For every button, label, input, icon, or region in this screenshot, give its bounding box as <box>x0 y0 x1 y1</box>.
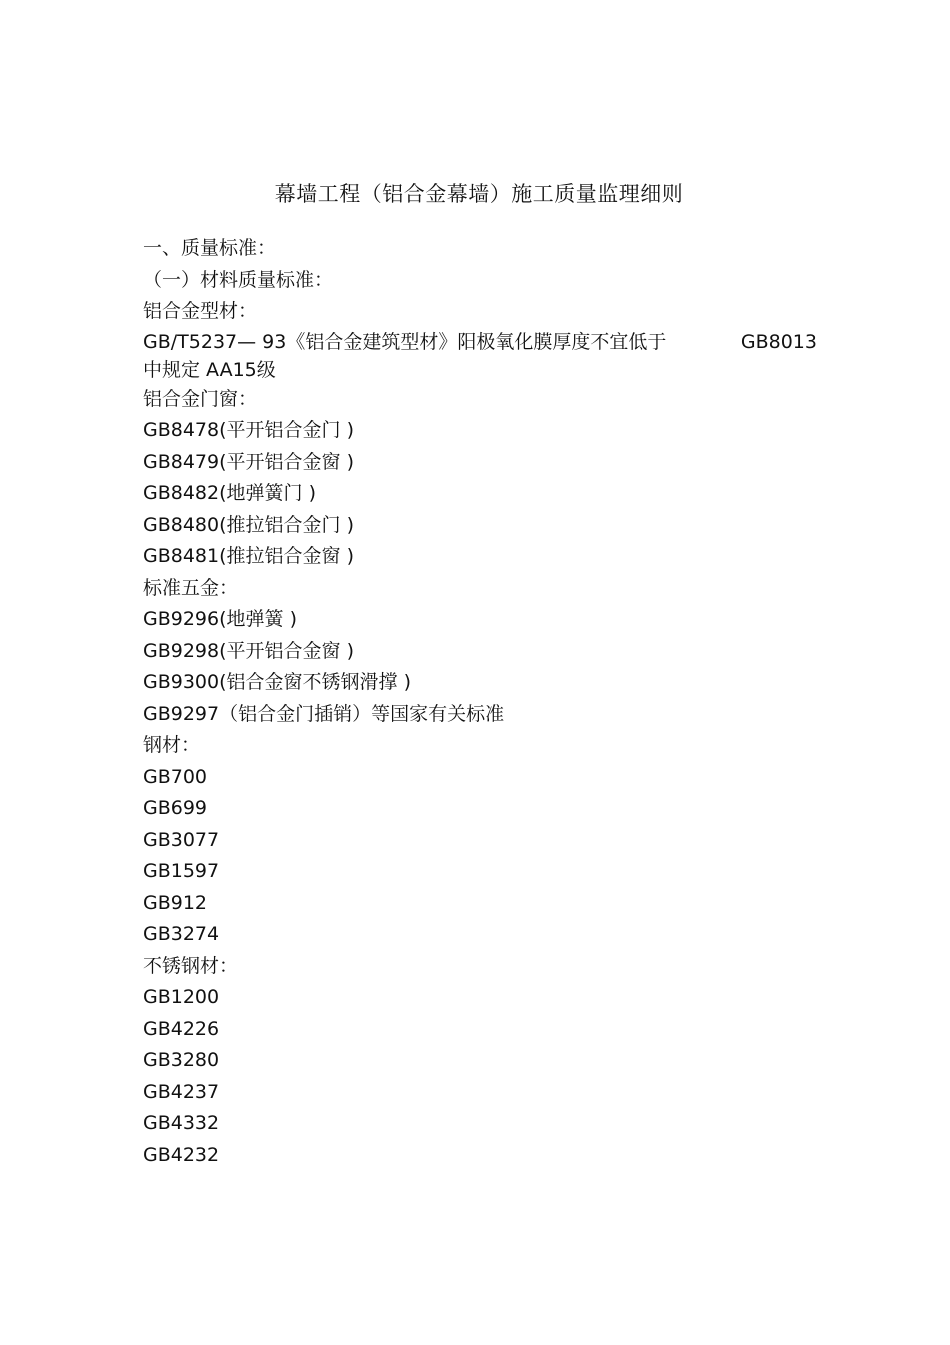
standard-item: GB8478(平开铝合金门 ) <box>143 419 354 441</box>
standard-text: GB/T5237— 93《铝合金建筑型材》阳极氧化膜厚度不宜低于 <box>143 330 667 353</box>
standard-line <box>143 328 817 356</box>
standard-item: GB9296(地弹簧 ) <box>143 608 297 630</box>
standard-item: GB8479(平开铝合金窗 ) <box>143 450 354 473</box>
standard-item: GB700 <box>143 765 208 788</box>
category-label: 标准五金： <box>143 576 239 599</box>
standard-item: GB9297（铝合金门插销）等国家有关标准 <box>143 702 505 725</box>
standard-item: GB9298(平开铝合金窗 ) <box>143 639 354 662</box>
standard-item: GB1200 <box>143 986 220 1008</box>
standard-item: GB4226 <box>143 1017 220 1040</box>
section-heading: 一、质量标准： <box>143 237 277 259</box>
standard-item: GB699 <box>143 797 208 819</box>
document-title: 幕墙工程（铝合金幕墙）施工质量监理细则 <box>274 182 684 206</box>
standard-continuation: 中规定 AA15级 <box>143 358 276 381</box>
category-label: 不锈钢材： <box>143 954 239 977</box>
standard-item: GB8482(地弹簧门 ) <box>143 482 316 504</box>
standard-item: GB912 <box>143 891 208 914</box>
category-label: 铝合金型材： <box>143 300 258 322</box>
standard-item: GB3274 <box>143 923 220 945</box>
standard-item: GB4332 <box>143 1112 220 1134</box>
standard-item: GB1597 <box>143 860 220 882</box>
category-label: 铝合金门窗： <box>143 387 258 410</box>
standard-item: GB8481(推拉铝合金窗 ) <box>143 545 354 567</box>
standard-code: GB8013 <box>740 330 817 353</box>
standard-item: GB3280 <box>143 1049 220 1071</box>
standard-item: GB4232 <box>143 1143 220 1166</box>
standard-item: GB4237 <box>143 1080 220 1103</box>
subsection-heading: （一）材料质量标准： <box>143 268 334 291</box>
category-label: 钢材： <box>143 734 201 756</box>
standard-item: GB3077 <box>143 828 220 851</box>
document-body <box>143 233 833 1171</box>
standard-item: GB8480(推拉铝合金门 ) <box>143 513 354 536</box>
standard-item: GB9300(铝合金窗不锈钢滑撑 ) <box>143 671 411 693</box>
